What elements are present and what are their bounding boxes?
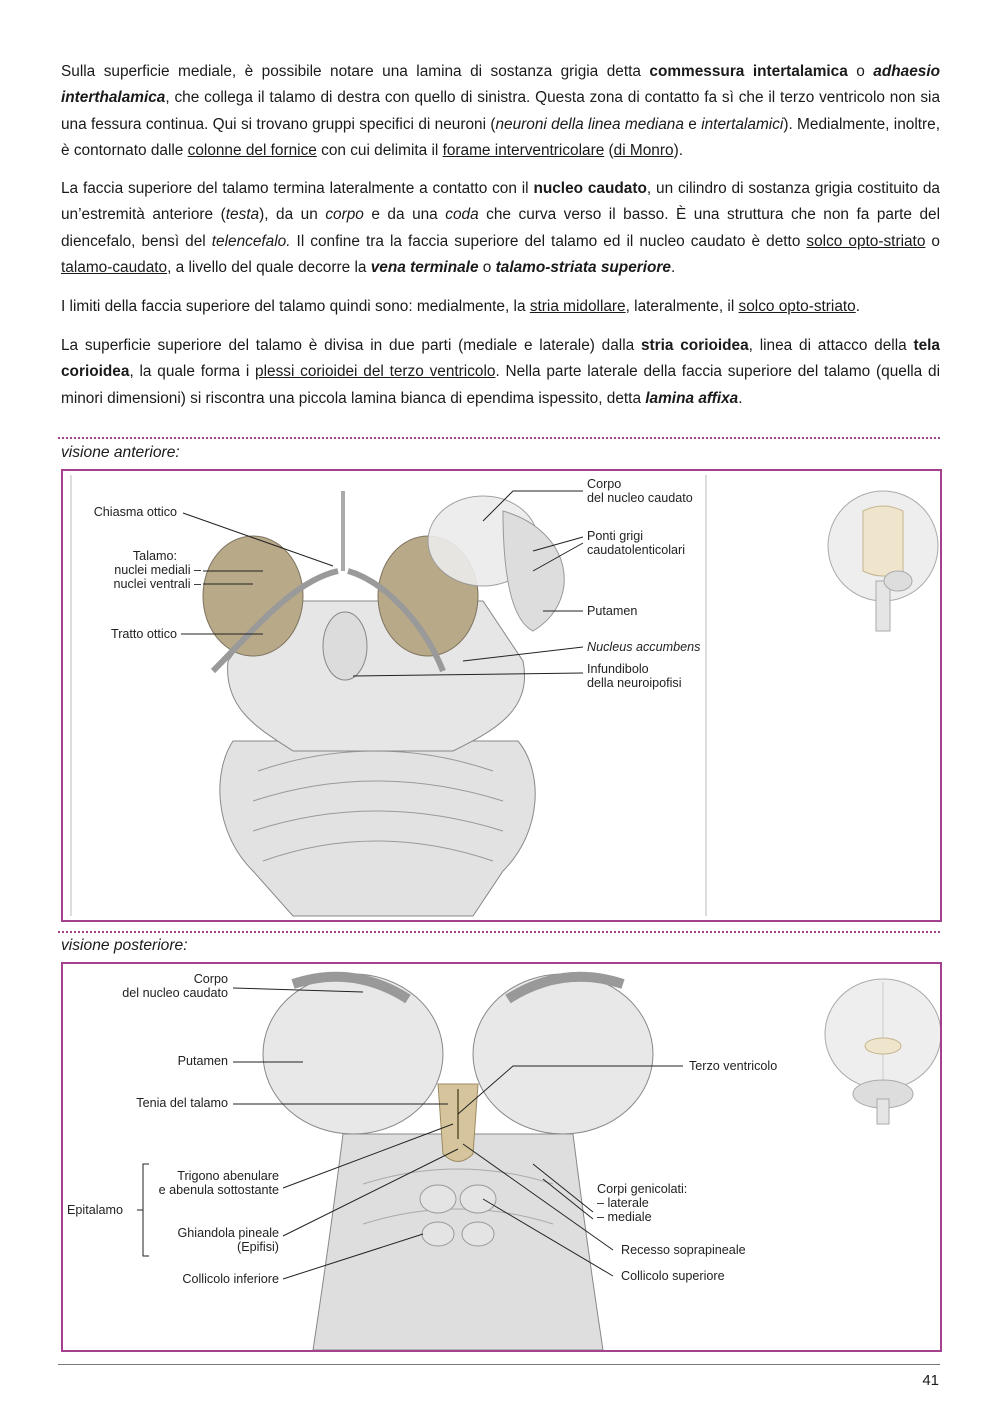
paragraph-4: La superficie superiore del talamo è divisa in due parti (mediale e laterale) dalla stria corioidea, linea di attacco della tela corioidea, la quale forma i plessi corioidei del terzo ventricolo. Nella parte laterale della faccia superiore del talamo (quella di minori dimensioni) si riscontra una piccola lamina bianca di ependima ispessito, detta lamina affixa. [61, 337, 940, 407]
footer-divider [58, 1364, 940, 1365]
paragraph-2: La faccia superiore del talamo termina lateralmente a contatto con il nucleo caudato, un cilindro di sostanza grigia costituito da un’estremità anteriore (testa), da un corpo e da una coda che curva verso il basso. È una struttura che non fa parte del diencefalo, bensì del telencefalo. Il confine tra la faccia superiore del talamo ed il nucleo caudato è detto solco opto-striato o talamo-caudato, a livello del quale decorre la vena terminale o talamo-striata superiore. [61, 180, 940, 277]
label-tenia-talamo: Tenia del talamo [136, 1096, 228, 1110]
label-collicolo-superiore: Collicolo superiore [621, 1269, 725, 1283]
figure-caption-posterior: visione posteriore: [61, 937, 188, 954]
figure-caption-anterior: visione anteriore: [61, 444, 180, 461]
figure-anterior-view [61, 469, 942, 922]
label-putamen-post: Putamen [177, 1054, 228, 1068]
label-corpo-nucleo-caudato-post-2: del nucleo caudato [122, 986, 228, 1000]
label-genicolato-laterale: – laterale [597, 1196, 649, 1210]
label-ghiandola-pineale: Ghiandola pineale [177, 1226, 279, 1240]
label-terzo-ventricolo: Terzo ventricolo [689, 1059, 778, 1073]
label-nuclei-ventrali: nuclei ventrali – [113, 577, 201, 591]
label-genicolato-mediale: – mediale [597, 1210, 652, 1224]
label-trigono-abenulare: Trigono abenulare [177, 1169, 279, 1183]
brain-inset-anterior [828, 491, 938, 631]
label-putamen: Putamen [587, 604, 638, 618]
paragraph-3: I limiti della faccia superiore del talamo quindi sono: medialmente, la stria midollare, lateralmente, il solco opto-striato. [61, 298, 861, 315]
label-nuclei-mediali: nuclei mediali – [114, 563, 201, 577]
label-tratto-ottico: Tratto ottico [110, 627, 177, 641]
label-talamo: Talamo: [132, 549, 177, 563]
label-corpo-nucleo-caudato: Corpo [587, 477, 622, 491]
label-corpo-nucleo-caudato-post: Corpo [193, 972, 228, 986]
label-ponti-grigi: Ponti grigi [587, 529, 644, 543]
brain-inset-posterior [825, 979, 940, 1124]
posterior-brainstem-illustration [63, 964, 940, 1350]
label-collicolo-inferiore: Collicolo inferiore [182, 1272, 279, 1286]
label-infundibolo: Infundibolo [587, 662, 649, 676]
section-divider-2 [58, 931, 940, 933]
label-chiasma-ottico: Chiasma ottico [93, 505, 177, 519]
anterior-brainstem-illustration [63, 471, 940, 920]
label-corpo-nucleo-caudato-2: del nucleo caudato [587, 491, 693, 505]
label-nucleus-accumbens: Nucleus accumbens [587, 640, 701, 654]
label-epitalamo: Epitalamo [67, 1203, 124, 1217]
label-ghiandola-pineale-2: (Epifisi) [237, 1240, 279, 1254]
paragraph-1: Sulla superficie mediale, è possibile notare una lamina di sostanza grigia detta commessura intertalamica o adhaesio interthalamica, che collega il talamo di destra con quello di sinistra. Questa zona di contatto fa sì che il terzo ventricolo non sia una fessura continua. Qui si trovano gruppi specifici di neuroni (neuroni della linea mediana e intertalamici). Medialmente, inoltre, è contornato dalle colonne del fornice con cui delimita il forame interventricolare (di Monro). [61, 63, 941, 160]
section-divider [58, 437, 940, 439]
page-number: 41 [922, 1372, 939, 1389]
label-ponti-grigi-2: caudatolenticolari [587, 543, 686, 557]
label-trigono-abenulare-2: e abenula sottostante [158, 1183, 279, 1197]
label-infundibolo-2: della neuroipofisi [587, 676, 682, 690]
figure-posterior-view [61, 962, 942, 1352]
label-corpi-genicolati: Corpi genicolati: [597, 1182, 688, 1196]
label-recesso-soprapineale: Recesso soprapineale [621, 1243, 746, 1257]
